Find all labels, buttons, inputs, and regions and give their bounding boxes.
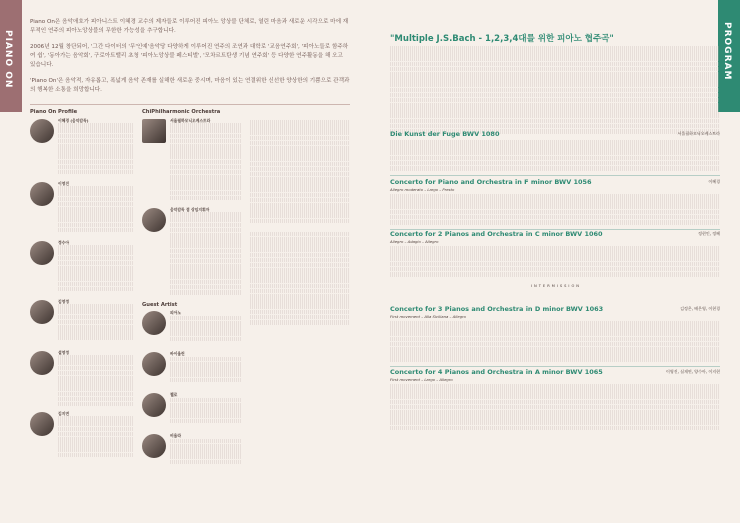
artist-photo [30,241,54,265]
intermission-label: INTERMISSION [530,284,581,288]
guest-bio [142,352,242,390]
guest-photo [142,434,166,458]
guest-photo [142,352,166,376]
piece-title: Concerto for 2 Pianos and Orchestra in C minor BWV 1060 [390,230,603,238]
guest-photo [142,393,166,417]
conductor-title: 음악감독 겸 상임지휘자 [170,206,210,212]
guest-instrument: 비올라 [170,433,182,439]
column-heading: ChiPhilharmonic Orchestra [142,109,221,115]
artist-name: 이혜경 (음악감독) [58,117,89,123]
piece-title: Concerto for 3 Pianos and Orchestra in D minor BWV 1063 [390,305,604,313]
artist-bio [30,351,134,409]
column-heading: Guest Artist [142,301,178,308]
program-piece [390,178,720,230]
piece-title: Concerto for Piano and Orchestra in F minor BWV 1056 [390,178,592,186]
guest-instrument: 피아노 [170,310,182,316]
piece-performer: 이혜경 [708,179,720,184]
conductor-photo [142,208,166,232]
profile-column-piano-on [30,110,134,465]
piece-title: Die Kunst der Fuge BWV 1080 [390,130,500,138]
orchestra-photo [142,119,166,143]
program-piece [390,305,720,367]
program-piece [390,230,720,277]
artist-photo [30,300,54,324]
program-introduction [390,46,720,134]
right-page [372,0,740,523]
piece-movements: Allegro moderato – Largo – Presto [390,187,455,192]
intro-paragraph: Piano On은 음악애호가 피아니스트 이혜경 교수의 제자들로 이루어진 피아노 앙상블 단체로, 열린 마음과 새로운 시각으로 마에 재무적인 연주의 피아노앙상블의 무한한 가능성을 추구합니다. [30,19,349,34]
artist-photo [30,182,54,206]
profile-column-orchestra [142,110,242,475]
piece-movements: First movement – Largo – Allegro [390,377,453,382]
column-heading: Piano On Profile [30,109,78,115]
artist-bio [30,241,134,297]
piece-movements: First movement – Alla Siciliana – Allegro [390,314,466,319]
section-divider [30,104,350,105]
piece-performer: 정현인, 정혜 [698,231,720,236]
left-page [0,0,368,523]
artist-name: 김지연 [58,410,70,416]
program-title: "Multiple J.S.Bach - 1,2,3,4대를 위한 피아노 협주곡" [390,34,614,44]
artist-photo [30,119,54,143]
piece-performer: 김정은, 배은영, 이현경 [680,306,720,311]
guest-instrument: 첼로 [170,392,178,398]
guest-bio [142,434,242,472]
conductor-bio [142,208,242,300]
piece-title: Concerto for 4 Pianos and Orchestra in A minor BWV 1065 [390,368,603,376]
piece-performer: 이영진, 심재연, 양수아, 이지현 [666,369,720,374]
guest-instrument: 바이올린 [170,351,185,357]
artist-bio [30,412,134,462]
section-tab-label: PROGRAM [722,22,732,81]
artist-photo [30,412,54,436]
section-tab-program [718,0,740,112]
orchestra-name: 서울필하모닉오케스트라 [170,117,211,123]
piece-performer: 서울필하모닉오케스트라 [677,131,720,136]
profile-column-continued [250,120,350,325]
artist-name: 이영진 [58,180,70,186]
guest-photo [142,311,166,335]
section-tab-piano-on [0,0,22,112]
ensemble-introduction [30,18,350,102]
guest-bio [142,393,242,431]
program-piece [390,368,720,431]
orchestra-bio [142,119,242,205]
piece-movements: Allegro – Adagio – Allegro [390,239,439,244]
intro-paragraph: 2006년 12월 창단되어, '그간 다이터의 '무'인예'음악당 다양하게 이루어진 연주의 조연과 대학로 '교음연주회', '피아노들로 함주하여 쉽', '동아가는 음악회', 구로아트밸리 초청 '피아노앙상블 페스티벌', '모차르트탄생 기념 연주회' 등 다양한 연주활동을 해 오고 있습니다. [30,44,349,68]
intro-paragraph: 'Piano On'은 음악적, 자유롭고, 폭넓게 음악 존재를 실해한 새로운 중시며, 마음이 있는 연결위한 신선한 양상한의 기쁨으로 관객과의 행복한 소통을 희망합니다. [30,78,350,93]
artist-photo [30,351,54,375]
artist-name: 정수아 [58,239,70,245]
artist-name: 김영정 [58,298,70,304]
program-piece [390,130,720,176]
guest-bio [142,311,242,349]
artist-name: 설영정 [58,349,70,355]
section-tab-label: PIANO ON [3,30,13,89]
artist-bio [30,119,134,179]
artist-bio [30,182,134,238]
artist-bio [30,300,134,348]
